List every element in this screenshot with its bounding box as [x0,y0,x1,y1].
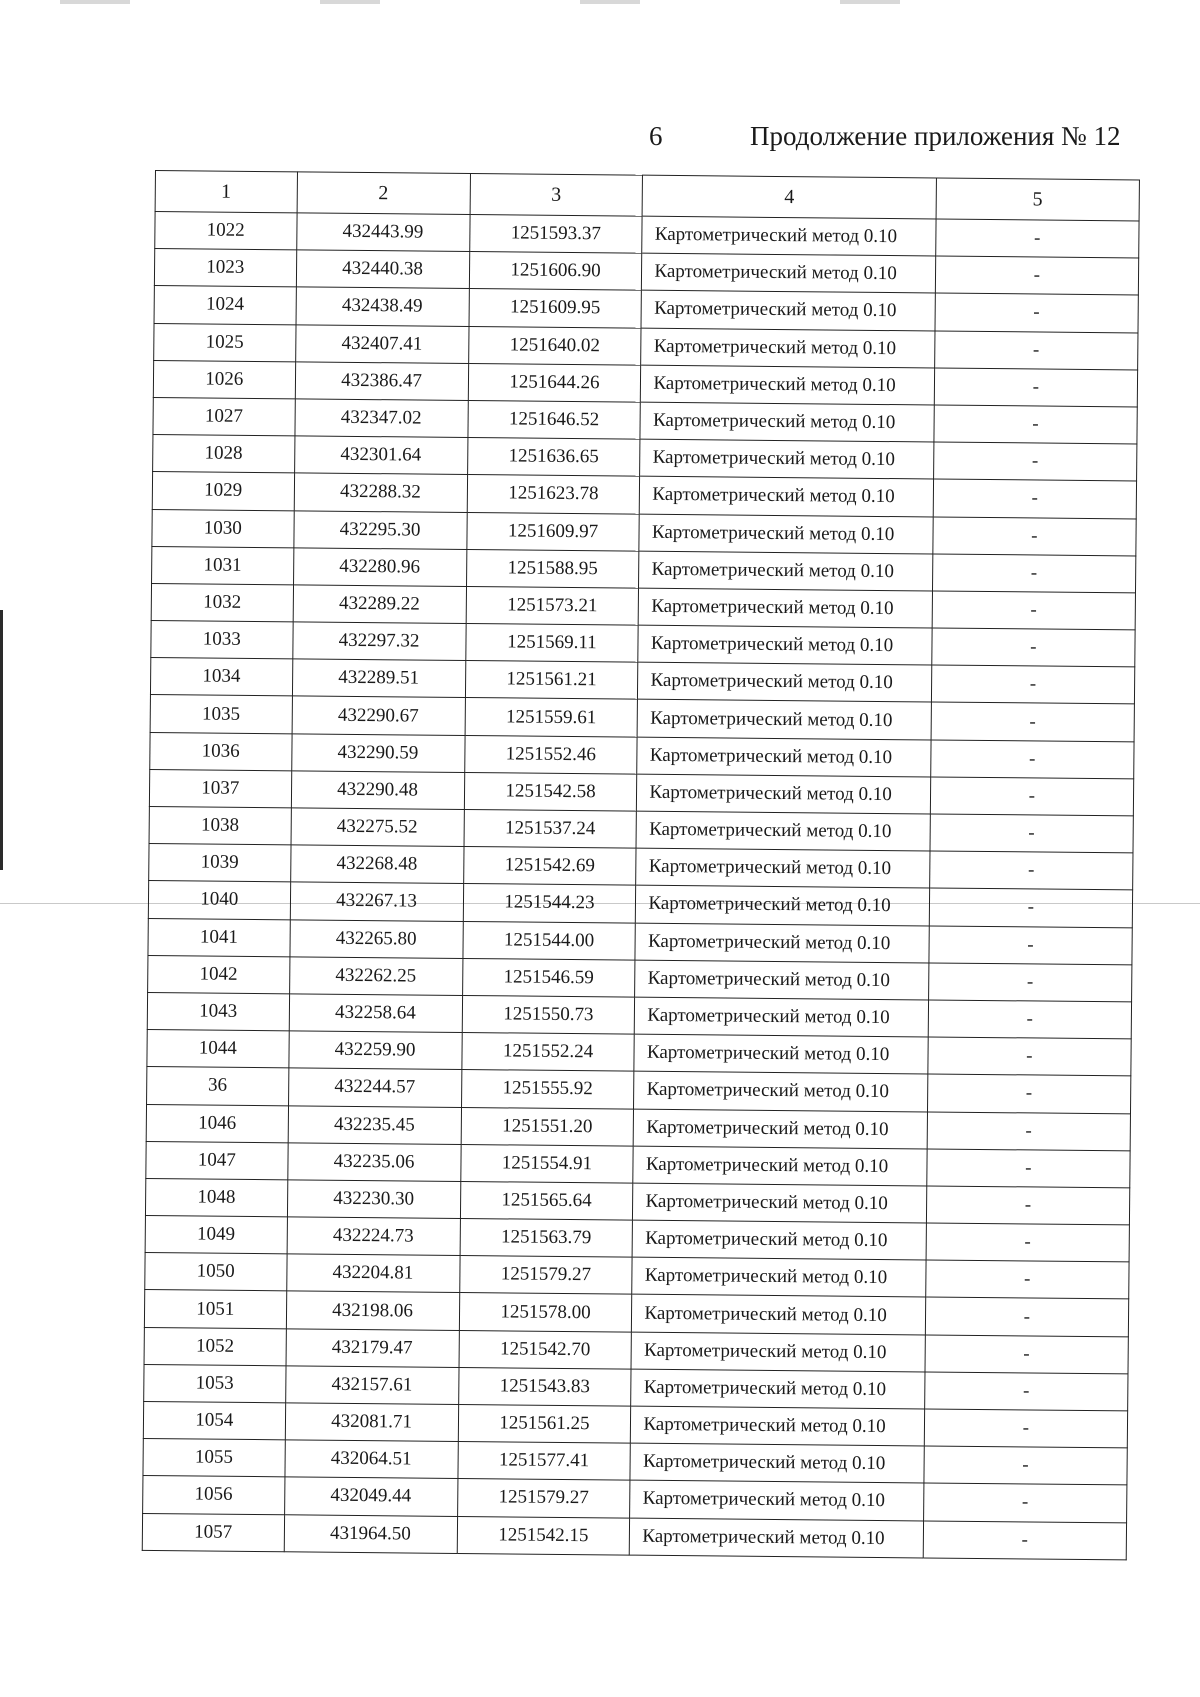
method-cell: Картометрический метод 0.10 [640,476,934,516]
method-cell: Картометрический метод 0.10 [635,923,929,963]
y-coordinate-cell: 1251593.37 [469,215,642,254]
point-number-cell: 1024 [154,286,296,325]
y-coordinate-cell: 1251542.58 [464,772,637,811]
note-cell: - [930,777,1134,816]
y-coordinate-cell: 1251537.24 [464,809,637,848]
y-coordinate-cell: 1251579.27 [457,1479,630,1518]
x-coordinate-cell: 432297.32 [292,622,465,661]
point-number-cell: 1048 [145,1178,287,1217]
x-coordinate-cell: 432179.47 [286,1328,459,1367]
point-number-cell: 36 [147,1067,289,1106]
y-coordinate-cell: 1251577.41 [457,1442,630,1481]
method-cell: Картометрический метод 0.10 [638,662,932,702]
note-cell: - [923,1520,1127,1559]
method-cell: Картометрический метод 0.10 [630,1518,924,1558]
x-coordinate-cell: 432268.48 [290,845,463,884]
coordinates-table [142,170,1140,1560]
x-coordinate-cell: 432235.06 [287,1143,460,1182]
x-coordinate-cell: 432295.30 [293,510,466,549]
y-coordinate-cell: 1251563.79 [460,1219,633,1258]
x-coordinate-cell: 432235.45 [288,1105,461,1144]
y-coordinate-cell: 1251573.21 [466,586,639,625]
y-coordinate-cell: 1251640.02 [468,326,641,365]
note-cell: - [929,926,1133,965]
note-cell: - [926,1149,1130,1188]
x-coordinate-cell: 432280.96 [293,548,466,587]
x-coordinate-cell: 432301.64 [294,436,467,475]
x-coordinate-cell: 432267.13 [290,882,463,921]
scan-artifact [580,0,640,4]
point-number-cell: 1051 [144,1290,286,1329]
note-cell: - [935,293,1139,332]
x-coordinate-cell: 431964.50 [284,1514,457,1553]
note-cell: - [933,442,1137,481]
column-header: 2 [297,172,470,215]
note-cell: - [932,591,1136,630]
point-number-cell: 1043 [147,992,289,1031]
x-coordinate-cell: 432244.57 [288,1068,461,1107]
point-number-cell: 1042 [148,955,290,994]
x-coordinate-cell: 432386.47 [295,362,468,401]
note-cell: - [934,331,1138,370]
x-coordinate-cell: 432438.49 [296,287,469,326]
page-header [0,116,1200,156]
point-number-cell: 1025 [154,323,296,362]
point-number-cell: 1052 [144,1327,286,1366]
method-cell: Картометрический метод 0.10 [632,1295,926,1335]
y-coordinate-cell: 1251636.65 [467,438,640,477]
method-cell: Картометрический метод 0.10 [633,1146,927,1186]
point-number-cell: 1032 [151,583,293,622]
note-cell: - [932,554,1136,593]
point-number-cell: 1028 [153,435,295,474]
x-coordinate-cell: 432230.30 [287,1180,460,1219]
x-coordinate-cell: 432157.61 [285,1366,458,1405]
point-number-cell: 1022 [155,212,297,251]
method-cell: Картометрический метод 0.10 [632,1257,926,1297]
x-coordinate-cell: 432265.80 [290,919,463,958]
y-coordinate-cell: 1251561.21 [465,661,638,700]
method-cell: Картометрический метод 0.10 [636,848,930,888]
point-number-cell: 1046 [146,1104,288,1143]
y-coordinate-cell: 1251609.95 [469,289,642,328]
method-cell: Картометрический метод 0.10 [635,960,929,1000]
x-coordinate-cell: 432224.73 [287,1217,460,1256]
method-cell: Картометрический метод 0.10 [631,1332,925,1372]
y-coordinate-cell: 1251546.59 [462,958,635,997]
note-cell: - [931,628,1135,667]
y-coordinate-cell: 1251565.64 [460,1181,633,1220]
method-cell: Картометрический метод 0.10 [637,774,931,814]
note-cell: - [926,1186,1130,1225]
point-number-cell: 1053 [144,1364,286,1403]
point-number-cell: 1029 [152,472,294,511]
y-coordinate-cell: 1251552.46 [464,735,637,774]
y-coordinate-cell: 1251552.24 [461,1033,634,1072]
column-header: 4 [643,175,937,219]
y-coordinate-cell: 1251559.61 [465,698,638,737]
y-coordinate-cell: 1251579.27 [459,1256,632,1295]
point-number-cell: 1027 [153,397,295,436]
y-coordinate-cell: 1251555.92 [461,1070,634,1109]
y-coordinate-cell: 1251644.26 [468,363,641,402]
note-cell: - [933,516,1137,555]
note-cell: - [927,1111,1131,1150]
x-coordinate-cell: 432288.32 [294,473,467,512]
y-coordinate-cell: 1251544.00 [462,921,635,960]
method-cell: Картометрический метод 0.10 [642,216,936,256]
note-cell: - [931,665,1135,704]
method-cell: Картометрический метод 0.10 [639,514,933,554]
y-coordinate-cell: 1251550.73 [462,995,635,1034]
note-cell: - [923,1483,1127,1522]
x-coordinate-cell: 432407.41 [295,324,468,363]
point-number-cell: 1044 [147,1030,289,1069]
point-number-cell: 1041 [148,918,290,957]
point-number-cell: 1050 [145,1253,287,1292]
method-cell: Картометрический метод 0.10 [630,1480,924,1520]
point-number-cell: 1056 [143,1476,285,1515]
column-header: 5 [936,178,1140,221]
note-cell: - [924,1446,1128,1485]
note-cell: - [929,851,1133,890]
method-cell: Картометрический метод 0.10 [641,328,935,368]
method-cell: Картометрический метод 0.10 [631,1406,925,1446]
point-number-cell: 1057 [142,1513,284,1552]
point-number-cell: 1026 [153,360,295,399]
method-cell: Картометрический метод 0.10 [634,1071,928,1111]
method-cell: Картометрический метод 0.10 [636,886,930,926]
note-cell: - [933,479,1137,518]
method-cell: Картометрический метод 0.10 [640,402,934,442]
x-coordinate-cell: 432440.38 [296,250,469,289]
y-coordinate-cell: 1251554.91 [460,1144,633,1183]
x-coordinate-cell: 432347.02 [295,399,468,438]
point-number-cell: 1034 [150,658,292,697]
x-coordinate-cell: 432443.99 [296,213,469,252]
method-cell: Картометрический метод 0.10 [631,1369,925,1409]
y-coordinate-cell: 1251569.11 [465,624,638,663]
point-number-cell: 1055 [143,1439,285,1478]
method-cell: Картометрический метод 0.10 [641,365,935,405]
x-coordinate-cell: 432198.06 [286,1291,459,1330]
point-number-cell: 1049 [145,1216,287,1255]
y-coordinate-cell: 1251542.70 [459,1330,632,1369]
method-cell: Картометрический метод 0.10 [638,700,932,740]
point-number-cell: 1040 [148,881,290,920]
point-number-cell: 1047 [146,1141,288,1180]
point-number-cell: 1054 [143,1401,285,1440]
x-coordinate-cell: 432204.81 [286,1254,459,1293]
method-cell: Картометрический метод 0.10 [634,1034,928,1074]
method-cell: Картометрический метод 0.10 [638,625,932,665]
method-cell: Картометрический метод 0.10 [639,588,933,628]
y-coordinate-cell: 1251623.78 [467,475,640,514]
method-cell: Картометрический метод 0.10 [640,439,934,479]
method-cell: Картометрический метод 0.10 [633,1220,927,1260]
method-cell: Картометрический метод 0.10 [641,291,935,331]
y-coordinate-cell: 1251606.90 [469,252,642,291]
note-cell: - [934,405,1138,444]
page-caption: Продолжение приложения № 12 [750,121,1121,151]
x-coordinate-cell: 432081.71 [285,1403,458,1442]
x-coordinate-cell: 432064.51 [285,1440,458,1479]
point-number-cell: 1033 [151,621,293,660]
y-coordinate-cell: 1251609.97 [466,512,639,551]
note-cell: - [924,1409,1128,1448]
table-body [142,212,1139,1560]
y-coordinate-cell: 1251544.23 [463,884,636,923]
method-cell: Картометрический метод 0.10 [637,737,931,777]
x-coordinate-cell: 432290.59 [291,733,464,772]
point-number-cell: 1038 [149,806,291,845]
scan-artifact [60,0,130,4]
note-cell: - [928,1000,1132,1039]
note-cell: - [934,368,1138,407]
point-number-cell: 1037 [149,769,291,808]
scan-artifact [320,0,380,4]
x-coordinate-cell: 432289.22 [293,585,466,624]
method-cell: Картометрический метод 0.10 [634,1109,928,1149]
x-coordinate-cell: 432262.25 [289,957,462,996]
method-cell: Картометрический метод 0.10 [630,1443,924,1483]
y-coordinate-cell: 1251561.25 [458,1404,631,1443]
point-number-cell: 1035 [150,695,292,734]
point-number-cell: 1023 [154,249,296,288]
note-cell: - [929,888,1133,927]
y-coordinate-cell: 1251542.15 [457,1516,630,1555]
point-number-cell: 1031 [152,546,294,585]
note-cell: - [924,1372,1128,1411]
note-cell: - [935,219,1139,258]
note-cell: - [928,1037,1132,1076]
x-coordinate-cell: 432259.90 [288,1031,461,1070]
note-cell: - [925,1297,1129,1336]
note-cell: - [931,702,1135,741]
page-number: 6 [649,121,663,151]
point-number-cell: 1039 [149,844,291,883]
y-coordinate-cell: 1251542.69 [463,847,636,886]
note-cell: - [927,1074,1131,1113]
note-cell: - [935,256,1139,295]
y-coordinate-cell: 1251578.00 [459,1293,632,1332]
x-coordinate-cell: 432290.67 [292,696,465,735]
note-cell: - [930,740,1134,779]
x-coordinate-cell: 432275.52 [291,808,464,847]
x-coordinate-cell: 432049.44 [284,1477,457,1516]
point-number-cell: 1036 [150,732,292,771]
method-cell: Картометрический метод 0.10 [639,551,933,591]
note-cell: - [925,1260,1129,1299]
note-cell: - [925,1335,1129,1374]
y-coordinate-cell: 1251543.83 [458,1367,631,1406]
column-header: 3 [470,174,643,217]
scan-artifact [840,0,900,4]
x-coordinate-cell: 432258.64 [289,994,462,1033]
y-coordinate-cell: 1251551.20 [461,1107,634,1146]
note-cell: - [928,963,1132,1002]
point-number-cell: 1030 [152,509,294,548]
scan-edge-mark [0,610,3,870]
x-coordinate-cell: 432289.51 [292,659,465,698]
note-cell: - [930,814,1134,853]
method-cell: Картометрический метод 0.10 [642,253,936,293]
method-cell: Картометрический метод 0.10 [635,997,929,1037]
note-cell: - [926,1223,1130,1262]
x-coordinate-cell: 432290.48 [291,771,464,810]
method-cell: Картометрический метод 0.10 [633,1183,927,1223]
method-cell: Картометрический метод 0.10 [636,811,930,851]
column-header: 1 [155,171,297,213]
y-coordinate-cell: 1251646.52 [467,400,640,439]
y-coordinate-cell: 1251588.95 [466,549,639,588]
